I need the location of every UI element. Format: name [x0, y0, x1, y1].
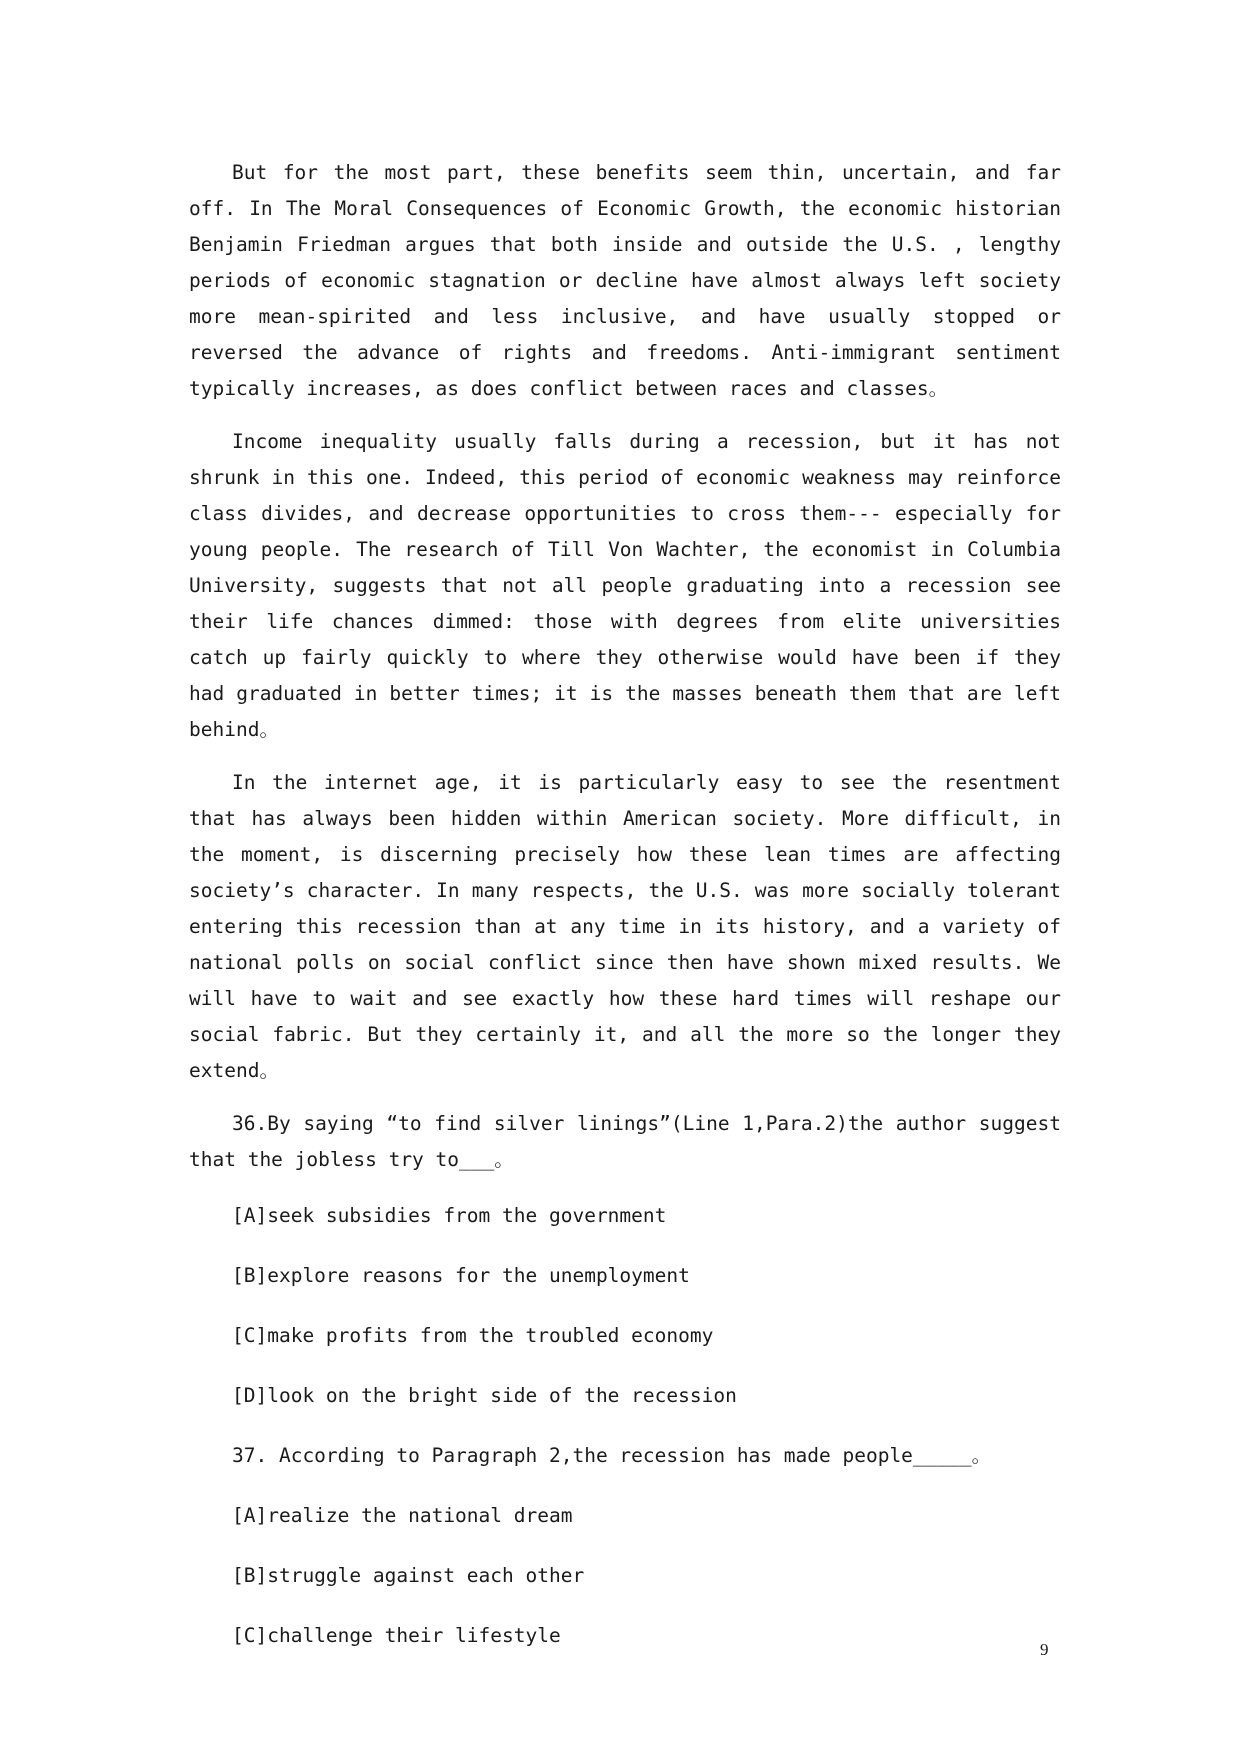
question-37-option-a: [A]realize the national dream: [232, 1504, 573, 1527]
question-36-option-a: [A]seek subsidies from the government: [232, 1204, 667, 1227]
question-36-stem: 36.By saying “to find silver linings”(Line 1,Para.2)the author suggest that the jobless try to___。: [189, 1112, 1061, 1171]
question-37-stem: 37. According to Paragraph 2,the recession has made people_____。: [232, 1444, 992, 1467]
passage-paragraph-3: In the internet age, it is particularly easy to see the resentment that has always been hidden within American society. More difficult, in the moment, is discerning precisely how these lean times are affecting society’s character. In many respects, the U.S. was more socially tolerant entering this recession than at any time in its history, and a variety of national polls on social conflict since then have shown mixed results. We will have to wait and see exactly how these hard times will reshape our social fabric. But they certainly it, and all the more so the longer they extend。: [189, 771, 1061, 1082]
passage-paragraph-2: Income inequality usually falls during a recession, but it has not shrunk in this one. Indeed, this period of economic weakness may reinforce class divides, and decrease opportunities to cross them--- especially for young people. The research of Till Von Wachter, the economist in Columbia University, suggests that not all people graduating into a recession see their life chances dimmed: those with degrees from elite universities catch up fairly quickly to where they otherwise would have been if they had graduated in better times; it is the masses beneath them that are left behind。: [189, 430, 1061, 741]
question-37-option-c: [C]challenge their lifestyle: [232, 1624, 561, 1647]
question-36-option-d: [D]look on the bright side of the recession: [232, 1384, 737, 1407]
question-37-option-b: [B]struggle against each other: [232, 1564, 585, 1587]
passage-paragraph-1: But for the most part, these benefits seem thin, uncertain, and far off. In The Moral Consequences of Economic Growth, the economic historian Benjamin Friedman argues that both inside and outside the U.S. , lengthy periods of economic stagnation or decline have almost always left society more mean-spirited and less inclusive, and have usually stopped or reversed the advance of rights and freedoms. Anti-immigrant sentiment typically increases, as does conflict between races and classes。: [189, 161, 1061, 400]
document-body: [189, 155, 1061, 1678]
question-36-option-c: [C]make profits from the troubled economy: [232, 1324, 714, 1347]
page-number: 9: [1040, 1640, 1049, 1659]
question-36-option-b: [B]explore reasons for the unemployment: [232, 1264, 690, 1287]
